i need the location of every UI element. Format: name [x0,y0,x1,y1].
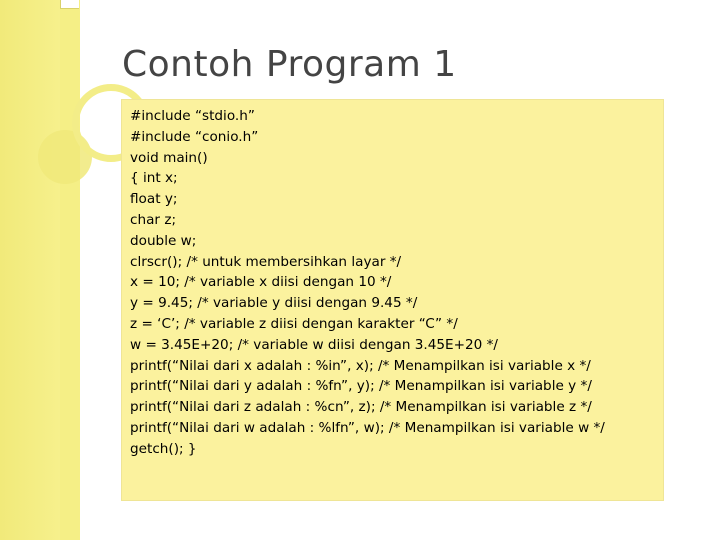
code-line: char z; [130,211,177,228]
code-block [121,99,664,501]
code-line: z = ‘C’; /* variable z diisi dengan karakter “C” */ [130,315,458,332]
decorative-side-band [0,0,80,540]
decorative-corner-tab [60,0,79,9]
code-line: float y; [130,191,178,208]
code-line: printf(“Nilai dari y adalah : %fn”, y); /* Menampilkan isi variable y */ [130,378,592,395]
code-line: printf(“Nilai dari x adalah : %in”, x); /* Menampilkan isi variable x */ [130,357,591,374]
code-line: #include “stdio.h” [130,108,255,124]
code-line: void main() [130,149,208,166]
code-line: w = 3.45E+20; /* variable w diisi dengan 3.45E+20 */ [130,336,499,353]
code-line: y = 9.45; /* variable y diisi dengan 9.45 */ [130,295,418,312]
code-line: #include “conio.h” [130,128,259,145]
code-line: printf(“Nilai dari w adalah : %lfn”, w); /* Menampilkan isi variable w */ [130,419,605,436]
code-line: printf(“Nilai dari z adalah : %cn”, z); /* Menampilkan isi variable z */ [130,399,592,416]
code-line: clrscr(); /* untuk membersihkan layar */ [130,253,402,270]
slide-title: Contoh Program 1 [122,44,457,85]
side-band-shade [0,0,60,540]
code-line: double w; [130,232,197,249]
code-line: getch(); } [130,440,197,457]
code-line: { int x; [130,170,178,187]
code-line: x = 10; /* variable x diisi dengan 10 */ [130,274,392,291]
